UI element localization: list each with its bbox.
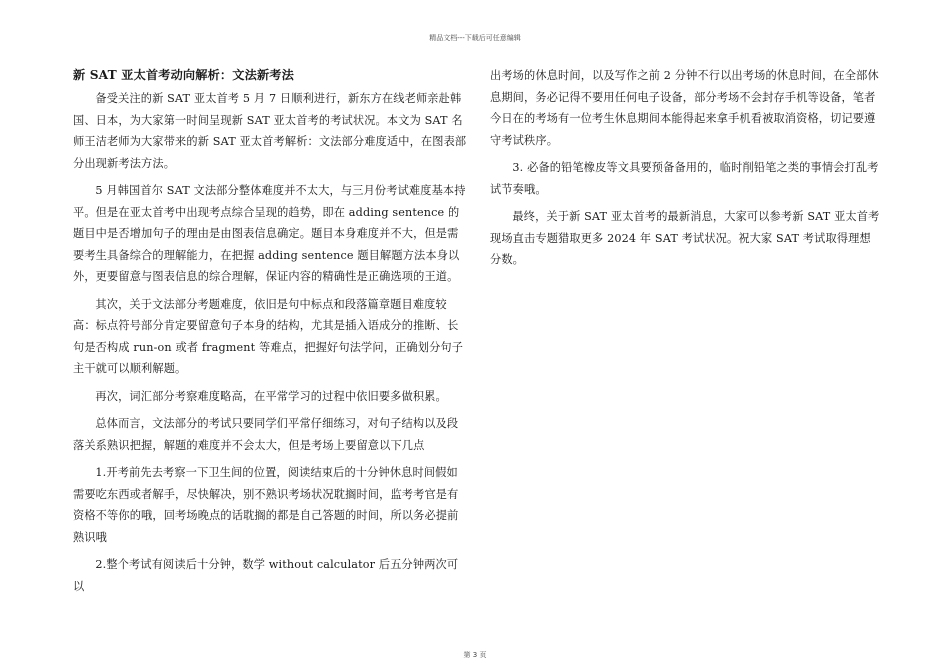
right-column	[490, 65, 882, 277]
paragraph-may-seoul: 5 月韩国首尔 SAT 文法部分整体难度并不太大，与三月份考试难度基本持平。但是在亚太首考中出现考点综合呈现的趋势，即在 adding sentence 的题目中是否增加句子的理由是由图表信息确定。题目本身难度并不大，但是需要考生具备综合的理解能力，在把握 adding sentence 题目解题方法本身以外，更要留意与图表信息的综合理解，保证内容的精确性是正确选项的王道。	[73, 184, 466, 283]
page-header: 精品文档---下载后可任意编辑	[429, 34, 521, 42]
left-column	[73, 65, 468, 603]
paragraph-tip-3: 3. 必备的铅笔橡皮等文具要预备备用的，临时削铅笔之类的事情会打乱考试节奏哦。	[490, 161, 879, 196]
paragraph-conclusion: 最终，关于新 SAT 亚太首考的最新消息，大家可以参考新 SAT 亚太首考现场直击专题猎取更多 2024 年 SAT 考试状况。祝大家 SAT 考试取得理想分数。	[490, 210, 880, 266]
paragraph-tip-2-continued: 出考场的休息时间，以及写作之前 2 分钟不行以出考场的休息时间，在全部休息期间，务必记得不要用任何电子设备，部分考场不会封存手机等设备，笔者今日在的考场有一位考生休息期间本能得起来拿手机看被取消资格，切记要遵守考试秩序。	[490, 69, 879, 147]
article-title: 新 SAT 亚太首考动向解析：文法新考法	[73, 68, 294, 82]
paragraph-tip-2: 2.整个考试有阅读后十分钟，数学 without calculator 后五分钟两次可以	[73, 558, 459, 593]
paragraph-summary: 总体而言，文法部分的考试只要同学们平常仔细练习，对句子结构以及段落关系熟识把握，解题的难度并不会太大，但是考场上要留意以下几点	[73, 417, 459, 452]
paragraph-grammar-difficulty: 其次，关于文法部分考题难度，依旧是句中标点和段落篇章题目难度较高：标点符号部分肯定要留意句子本身的结构，尤其是插入语成分的推断、长句是否构成 run-on 或者 fragment 等难点，把握好句法学问，正确划分句子主干就可以顺利解题。	[73, 297, 464, 375]
paragraph-tip-1: 1.开考前先去考察一下卫生间的位置，阅读结束后的十分钟休息时间假如需要吃东西或者解手，尽快解决，别不熟识考场状况耽搁时间，监考考官是有资格不等你的哦，回考场晚点的话耽搁的都是自己答题的时间，所以务必提前熟识哦	[73, 466, 459, 544]
paragraph-vocabulary: 再次，词汇部分考察难度略高，在平常学习的过程中依旧要多做积累。	[95, 389, 447, 403]
paragraph-intro: 备受关注的新 SAT 亚太首考 5 月 7 日顺利进行，新东方在线老师亲赴韩国、日本，为大家第一时间呈现新 SAT 亚太首考的考试状况。本文为 SAT 名师王洁老师为大家带来的新 SAT 亚太首考解析：文法部分难度适中，在图表部分出现新考法方法。	[73, 92, 467, 170]
page-footer: 第 3 页	[463, 651, 487, 659]
